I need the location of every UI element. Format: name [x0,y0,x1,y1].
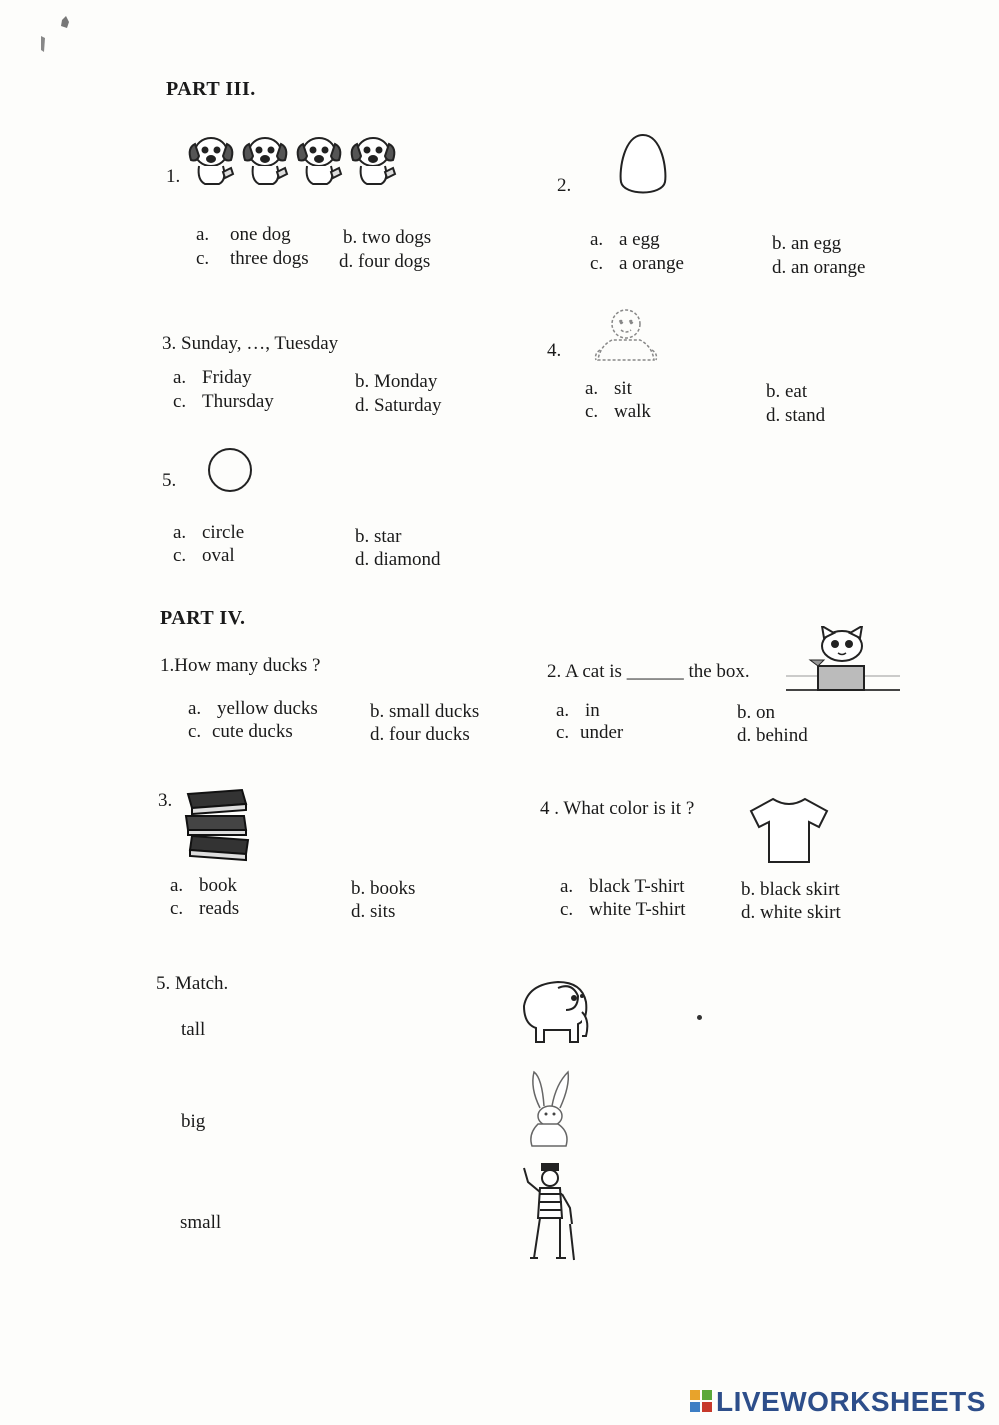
q1-number: 1. [166,166,181,187]
scan-speck-icon [35,12,80,52]
q4-option-c[interactable]: walk [614,401,651,422]
q1-option-c[interactable]: three dogs [230,248,309,269]
p4-q4-option-a[interactable]: black T-shirt [589,876,685,897]
p4-q1-option-b[interactable]: b. small ducks [370,701,480,722]
p4-q3-option-a-letter: a. [170,875,184,896]
q2-option-a[interactable]: a egg [619,229,660,250]
p4-q3-option-a[interactable]: book [199,875,237,896]
p4-q4-prompt: 4 . What color is it ? [540,798,695,819]
p4-q3-option-d[interactable]: d. sits [351,901,396,922]
p4-q1-option-a-letter: a. [188,698,202,719]
part4-title: PART IV. [160,607,246,629]
q5-option-a-letter: a. [173,522,187,543]
p4-q1-option-d[interactable]: d. four ducks [370,724,470,745]
cat-on-box-icon [784,626,902,694]
q2-number: 2. [557,175,572,196]
q3-option-a-letter: a. [173,367,187,388]
t-shirt-icon [749,796,829,866]
p4-q1-option-c-letter: c. [188,721,202,742]
sitting-baby-icon [592,304,662,370]
four-dogs-icon [185,128,400,192]
liveworksheets-logo-icon [690,1390,712,1414]
q4-number: 4. [547,340,562,361]
q2-option-c[interactable]: a orange [619,253,684,274]
liveworksheets-logo [690,1386,986,1418]
p4-q2-option-b[interactable]: b. on [737,702,775,723]
tall-man-icon[interactable] [516,1160,582,1268]
p4-q1-option-a[interactable]: yellow ducks [217,698,318,719]
elephant-icon[interactable] [512,976,594,1050]
p4-q4-option-d[interactable]: d. white skirt [741,902,841,923]
q1-option-a-letter: a. [196,224,210,245]
rabbit-icon[interactable] [520,1068,578,1152]
q2-option-d[interactable]: d. an orange [772,257,866,278]
q3-option-a[interactable]: Friday [202,367,252,388]
p4-q3-option-c-letter: c. [170,898,184,919]
q4-option-a-letter: a. [585,378,599,399]
p4-q5-prompt: 5. Match. [156,973,229,994]
q3-option-d[interactable]: d. Saturday [355,395,442,416]
q4-option-a[interactable]: sit [614,378,632,399]
q1-option-a[interactable]: one dog [230,224,291,245]
p4-q2-option-a[interactable]: in [585,700,600,721]
p4-q1-prompt: 1.How many ducks ? [160,655,321,676]
q4-option-c-letter: c. [585,401,599,422]
p4-q2-option-a-letter: a. [556,700,570,721]
q2-option-c-letter: c. [590,253,604,274]
p4-q4-option-c-letter: c. [560,899,574,920]
stray-dot [697,1015,702,1020]
q5-option-c[interactable]: oval [202,545,235,566]
p4-q4-option-b[interactable]: b. black skirt [741,879,840,900]
q4-option-b[interactable]: b. eat [766,381,808,402]
match-word-small[interactable]: small [180,1212,222,1233]
stack-of-books-icon [182,788,254,866]
q1-option-b[interactable]: b. two dogs [343,227,432,248]
q2-option-a-letter: a. [590,229,604,250]
p4-q4-option-a-letter: a. [560,876,574,897]
p4-q2-option-d[interactable]: d. behind [737,725,808,746]
q3-option-c[interactable]: Thursday [202,391,274,412]
q5-number: 5. [162,470,177,491]
p4-q3-option-c[interactable]: reads [199,898,240,919]
q3-option-b[interactable]: b. Monday [355,371,438,392]
p4-q3-number: 3. [158,790,173,811]
match-word-big[interactable]: big [181,1111,206,1132]
p4-q3-option-b[interactable]: b. books [351,878,416,899]
q5-option-d[interactable]: d. diamond [355,549,441,570]
q2-option-b[interactable]: b. an egg [772,233,842,254]
q4-option-d[interactable]: d. stand [766,405,826,426]
q5-option-a[interactable]: circle [202,522,245,543]
q5-option-c-letter: c. [173,545,187,566]
q3-prompt: 3. Sunday, …, Tuesday [162,333,339,354]
p4-q2-option-c-letter: c. [556,722,570,743]
q3-option-c-letter: c. [173,391,187,412]
p4-q2-prompt: 2. A cat is ______ the box. [547,661,750,682]
q1-option-d[interactable]: d. four dogs [339,251,431,272]
p4-q2-option-c[interactable]: under [580,722,624,743]
liveworksheets-brand-text: LIVEWORKSHEETS [716,1386,986,1417]
part3-title: PART III. [166,78,256,100]
p4-q1-option-c[interactable]: cute ducks [212,721,293,742]
circle-shape-icon [206,446,254,494]
q5-option-b[interactable]: b. star [355,526,402,547]
egg-icon [616,132,670,202]
match-word-tall[interactable]: tall [181,1019,206,1040]
p4-q4-option-c[interactable]: white T-shirt [589,899,686,920]
q1-option-c-letter: c. [196,248,210,269]
